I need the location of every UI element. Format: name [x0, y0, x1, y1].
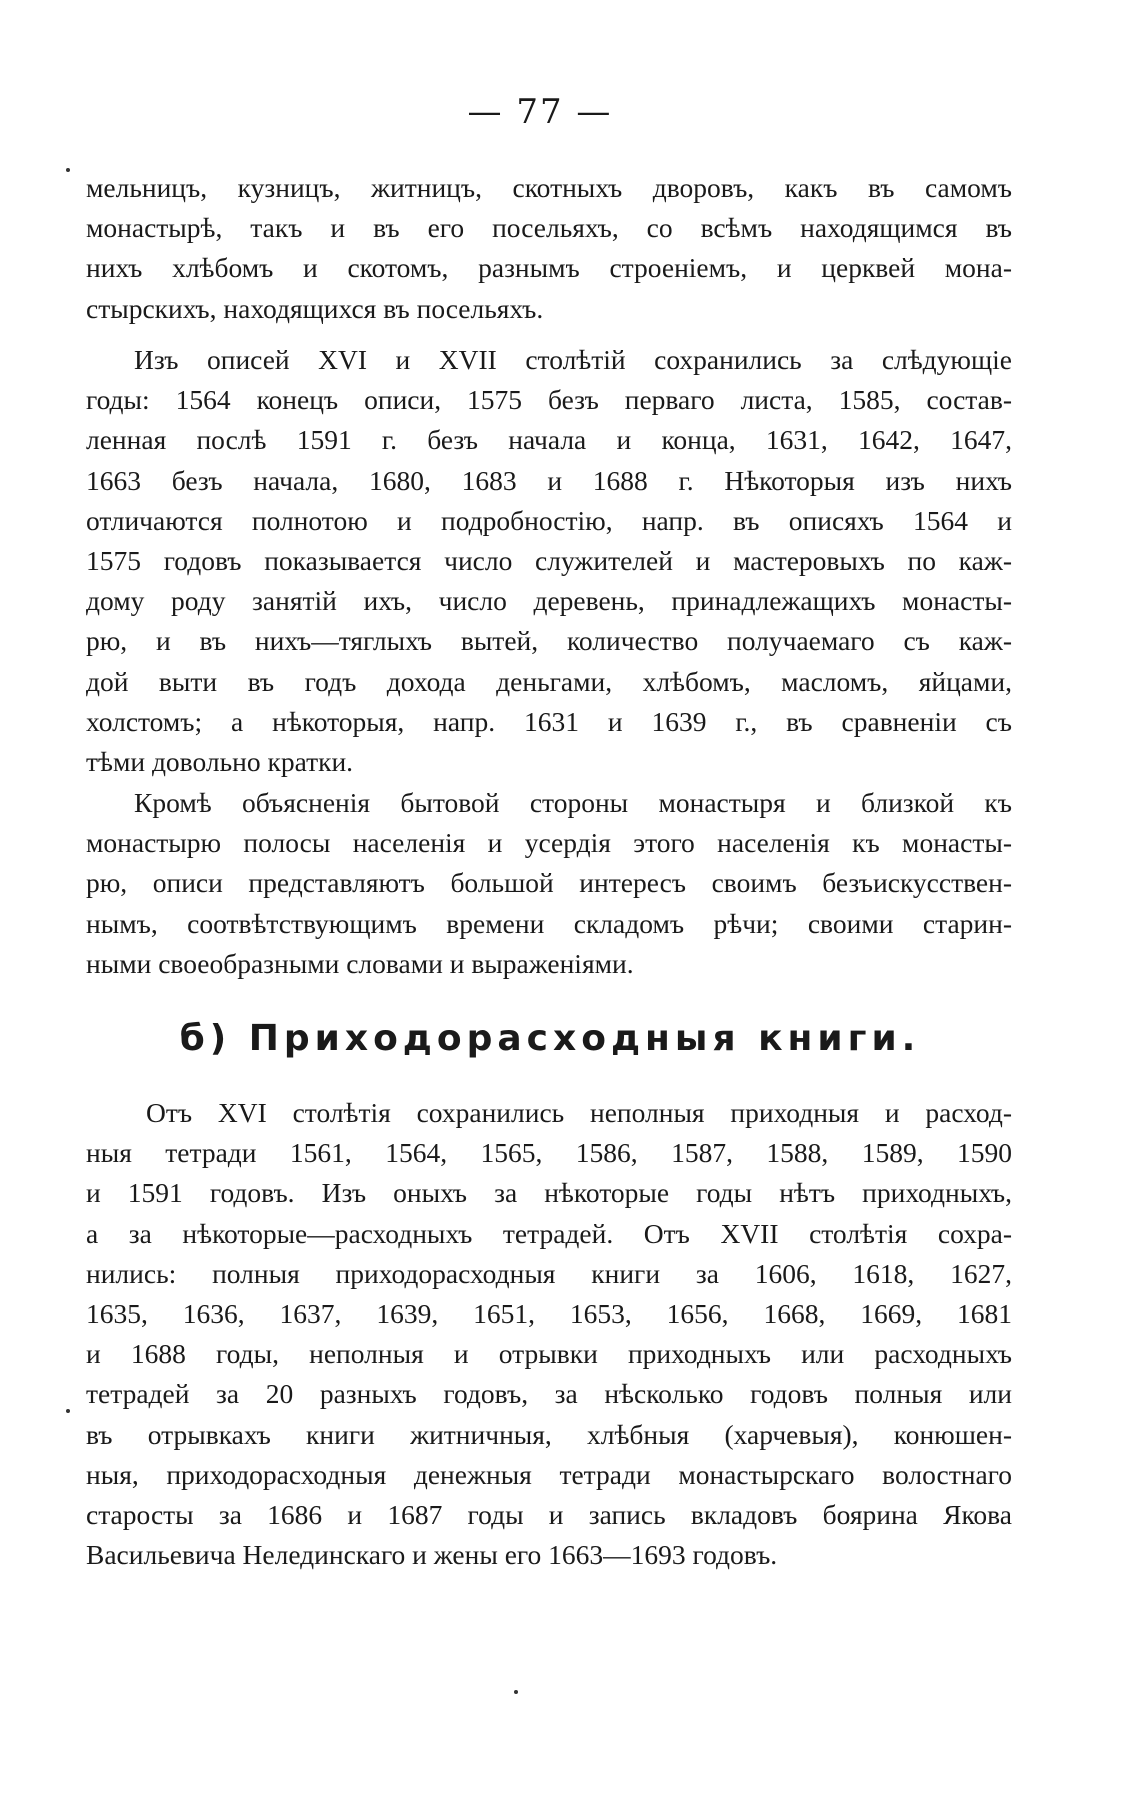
- text-line: ныя, приходорасходныя денежныя тетради монастырскаго волостнаго: [86, 1458, 1012, 1490]
- text-line: рю, и въ нихъ—тяглыхъ вытей, количество получаемаго съ каж-: [86, 625, 1012, 657]
- text-line: а за нѣкоторые—расходныхъ тетрадей. Отъ XVII столѣтiя сохра-: [86, 1217, 1012, 1249]
- text-line: 1635, 1636, 1637, 1639, 1651, 1653, 1656, 1668, 1669, 1681: [86, 1298, 1012, 1330]
- text-line: дому роду занятiй ихъ, число деревень, принадлежащихъ монасты-: [86, 585, 1012, 617]
- text-line: монастырю полосы населенiя и усердiя этого населенiя къ монасты-: [86, 827, 1012, 859]
- text-line: нихъ хлѣбомъ и скотомъ, разнымъ строенiемъ, и церквей мона-: [86, 252, 1012, 284]
- text-line: монастырѣ, такъ и въ его посельяхъ, со всѣмъ находящимся въ: [86, 212, 1012, 244]
- paragraph-1: [86, 168, 1012, 329]
- text-line: рю, описи представляютъ большой интересъ своимъ безъискусствен-: [86, 867, 1012, 899]
- paragraph-3: [86, 783, 1012, 984]
- text-line: и 1591 годовъ. Изъ оныхъ за нѣкоторые годы нѣтъ приходныхъ,: [86, 1177, 1012, 1209]
- text-line: Кромѣ объясненiя бытовой стороны монастыря и близкой къ: [134, 787, 1012, 818]
- text-line: дой выти въ годъ дохода деньгами, хлѣбомъ, масломъ, яйцами,: [86, 665, 1012, 697]
- text-line: въ отрывкахъ книги житничныя, хлѣбныя (харчевыя), конюшен-: [86, 1418, 1012, 1450]
- text-line: Изъ описей XVI и XVII столѣтiй сохранились за слѣдующiе: [134, 344, 1012, 375]
- ink-speck: [66, 1409, 70, 1413]
- section-heading: б) Приходорасходныя книги.: [179, 1018, 921, 1059]
- text-line: годы: 1564 конецъ описи, 1575 безъ перваго листа, 1585, состав-: [86, 384, 1012, 416]
- page-number: — 77 —: [467, 92, 613, 132]
- text-line: холстомъ; а нѣкоторыя, напр. 1631 и 1639 г., въ сравненiи съ: [86, 705, 1012, 737]
- text-line: ленная послѣ 1591 г. безъ начала и конца, 1631, 1642, 1647,: [86, 424, 1012, 456]
- section-paragraph: [86, 1093, 1012, 1575]
- ink-speck: [514, 1690, 518, 1694]
- text-line: нымъ, соотвѣтствующимъ времени складомъ рѣчи; своими старин-: [86, 907, 1012, 939]
- text-line: Отъ XVI столѣтiя сохранились неполныя приходныя и расход-: [146, 1097, 1012, 1128]
- text-line: ными своеобразными словами и выраженiями.: [86, 947, 634, 979]
- text-line: нились: полныя приходорасходныя книги за 1606, 1618, 1627,: [86, 1257, 1012, 1289]
- text-line: стырскихъ, находящихся въ посельяхъ.: [86, 292, 544, 324]
- text-line: ныя тетради 1561, 1564, 1565, 1586, 1587, 1588, 1589, 1590: [86, 1137, 1012, 1169]
- text-line: тетрадей за 20 разныхъ годовъ, за нѣсколько годовъ полныя или: [86, 1378, 1012, 1410]
- text-line: старосты за 1686 и 1687 годы и запись вкладовъ боярина Якова: [86, 1499, 1012, 1531]
- text-line: и 1688 годы, неполныя и отрывки приходныхъ или расходныхъ: [86, 1338, 1012, 1370]
- text-line: отличаются полнотою и подробностiю, напр. въ описяхъ 1564 и: [86, 504, 1012, 536]
- text-line: мельницъ, кузницъ, житницъ, скотныхъ дворовъ, какъ въ самомъ: [86, 172, 1012, 203]
- ink-speck: [66, 168, 70, 172]
- text-line: тѣми довольно кратки.: [86, 746, 354, 778]
- text-line: 1575 годовъ показывается число служителей и мастеровыхъ по каж-: [86, 545, 1012, 577]
- text-line: Васильевича Нелединскаго и жены его 1663—1693 годовъ.: [86, 1539, 778, 1571]
- text-line: 1663 безъ начала, 1680, 1683 и 1688 г. Нѣкоторыя изъ нихъ: [86, 464, 1012, 496]
- paragraph-2: [86, 340, 1012, 782]
